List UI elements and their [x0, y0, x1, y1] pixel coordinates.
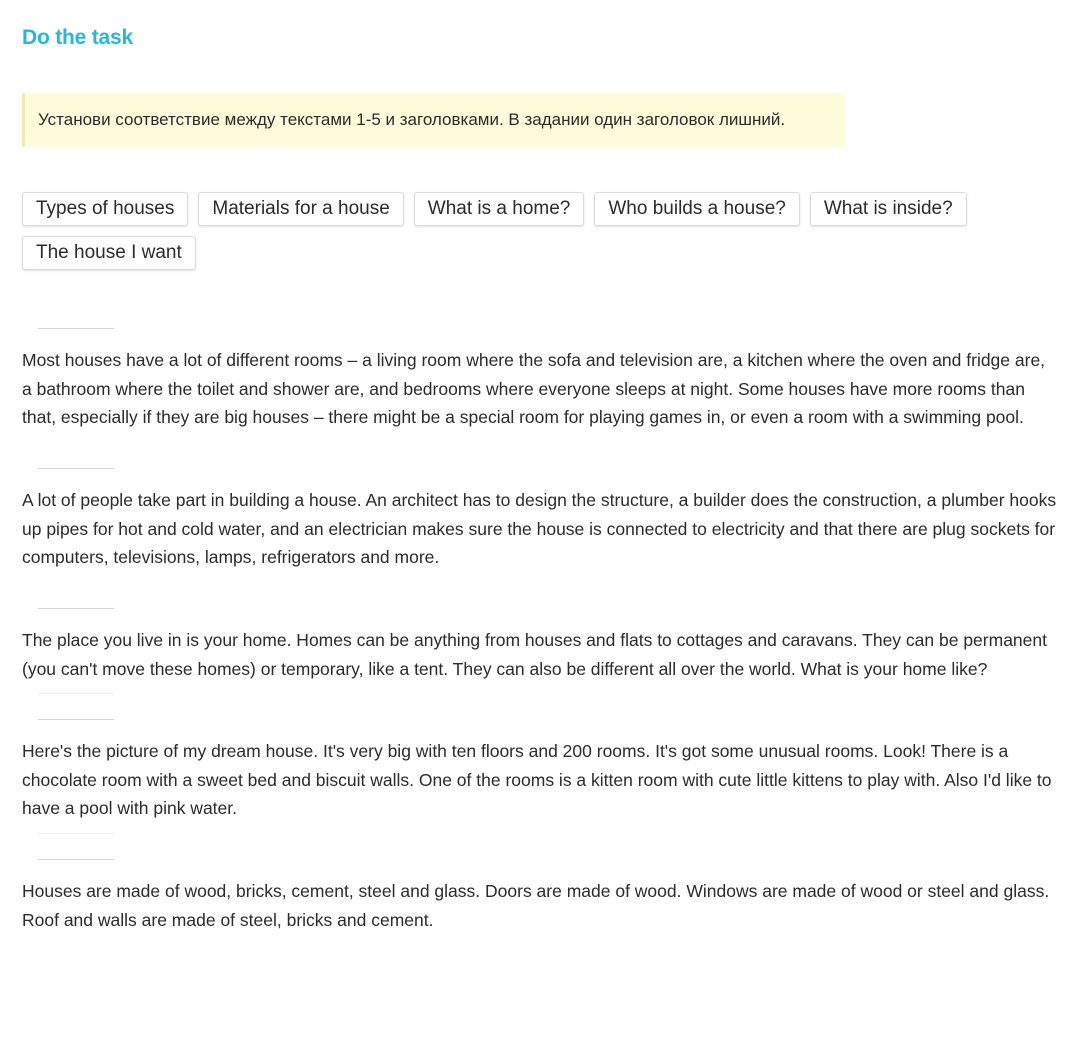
answer-slot-3[interactable] — [38, 587, 114, 609]
divider — [38, 833, 114, 834]
text-paragraph-2: A lot of people take part in building a house. An architect has to design the structure, a builder does the construction, a plumber hooks up pipes for hot and cold water, and an electrician makes sure the house is connected to electricity and that there are plug sockets for computers, televisions, lamps, refrigerators and more. — [22, 490, 1057, 567]
instruction-text: Установи соответствие между текстами 1-5 и заголовками. В задании один заголовок лишний. — [38, 110, 786, 129]
heading-chip[interactable]: Who builds a house? — [594, 192, 799, 226]
instruction-box — [22, 93, 845, 147]
text-paragraph-3: The place you live in is your home. Homes can be anything from houses and flats to cottages and caravans. They can be permanent (you can't move these homes) or temporary, like a tent. They can also be different all over the world. What is your home like? — [22, 630, 1047, 679]
answer-slot-5[interactable] — [38, 838, 114, 860]
answer-slot-2[interactable] — [38, 447, 114, 469]
answer-slot-4[interactable] — [38, 698, 114, 720]
heading-chip[interactable]: Materials for a house — [198, 192, 403, 226]
heading-chip[interactable]: What is a home? — [414, 192, 585, 226]
text-paragraph-4: Here's the picture of my dream house. It's very big with ten floors and 200 rooms. It's got some unusual rooms. Look! There is a chocolate room with a sweet bed and biscuit walls. One of the rooms is a kitten room with cute little kittens to play with. Also I'd like to have a pool with pink water. — [22, 741, 1052, 818]
heading-options — [22, 192, 1058, 270]
text-paragraph-5: Houses are made of wood, bricks, cement, steel and glass. Doors are made of wood. Windows are made of wood or steel and glass. Roof and walls are made of steel, bricks and cement. — [22, 881, 1050, 930]
task-title: Do the task — [22, 26, 133, 49]
divider — [38, 693, 114, 694]
text-paragraph-1: Most houses have a lot of different rooms – a living room where the sofa and television are, a kitchen where the oven and fridge are, a bathroom where the toilet and shower are, and bedrooms where everyone sleeps at night. Some houses have more rooms than that, especially if they are big houses – there might be a special room for playing games in, or even a room with a swimming pool. — [22, 350, 1046, 427]
heading-chip[interactable]: Types of houses — [22, 192, 188, 226]
heading-chip[interactable]: The house I want — [22, 236, 196, 270]
heading-chip[interactable]: What is inside? — [810, 192, 967, 226]
answer-slot-1[interactable] — [38, 307, 114, 329]
